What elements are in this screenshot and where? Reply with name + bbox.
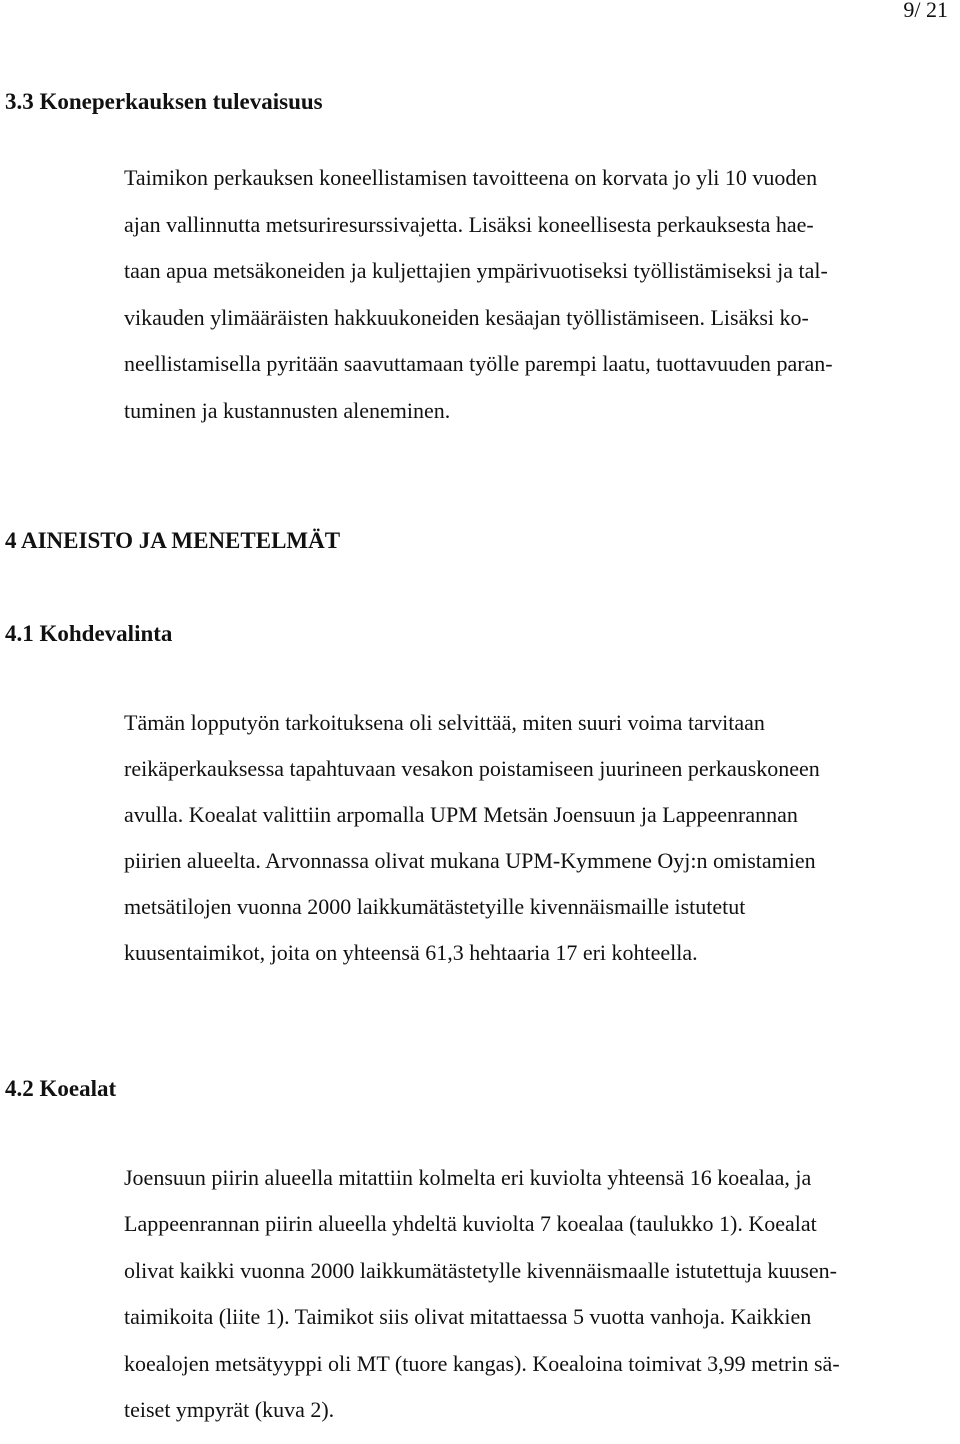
text-line: Taimikon perkauksen koneellistamisen tavoitteena on korvata jo yli 10 vuoden (124, 165, 818, 190)
text-line: piirien alueelta. Arvonnassa olivat mukana UPM-Kymmene Oyj:n omistamien (124, 848, 816, 873)
text-line: ajan vallinnutta metsuriresurssivajetta. Lisäksi koneellisesta perkauksesta hae- (124, 211, 814, 237)
text-line: neellistamisella pyritään saavuttamaan työlle parempi laatu, tuottavuuden paran- (124, 351, 833, 376)
text-line: Lappeenrannan piirin alueella yhdeltä kuviolta 7 koealaa (taulukko 1). Koealat (124, 1211, 817, 1237)
text-line: taan apua metsäkoneiden ja kuljettajien ympärivuotiseksi työllistämiseksi ja tal- (124, 258, 828, 283)
paragraph-kohdevalinta (124, 711, 954, 987)
heading-chapter-4: 4 AINEISTO JA MENETELMÄT (5, 528, 341, 553)
heading-3-3: 3.3 Koneperkauksen tulevaisuus (5, 89, 323, 114)
paragraph-koneperkaus-future (124, 166, 954, 445)
text-line: Joensuun piirin alueella mitattiin kolmelta eri kuviolta yhteensä 16 koealaa, ja (124, 1165, 812, 1190)
text-line: tuminen ja kustannusten aleneminen. (124, 397, 451, 423)
heading-4-2: 4.2 Koealat (5, 1076, 117, 1101)
text-line: vikauden ylimääräisten hakkuukoneiden kesäajan työllistämiseen. Lisäksi ko- (124, 304, 809, 330)
text-line: Tämän lopputyön tarkoituksena oli selvittää, miten suuri voima tarvitaan (124, 710, 765, 735)
text-line: taimikoita (liite 1). Taimikot siis olivat mitattaessa 5 vuotta vanhoja. Kaikkien (124, 1304, 812, 1330)
page-number: 9/ 21 (903, 0, 948, 22)
text-line: kuusentaimikot, joita on yhteensä 61,3 hehtaaria 17 eri kohteella. (124, 940, 698, 965)
text-line: avulla. Koealat valittiin arpomalla UPM Metsän Joensuun ja Lappeenrannan (124, 802, 798, 827)
paragraph-koealat (124, 1166, 954, 1444)
text-line: reikäperkauksessa tapahtuvaan vesakon poistamiseen juurineen perkauskoneen (124, 756, 820, 781)
text-line: teiset ympyrät (kuva 2). (124, 1396, 335, 1422)
text-line: koealojen metsätyyppi oli MT (tuore kangas). Koealoina toimivat 3,99 metrin sä- (124, 1350, 840, 1376)
heading-4-1: 4.1 Kohdevalinta (5, 621, 173, 646)
text-line: metsätilojen vuonna 2000 laikkumätästetyille kivennäismaille istutetut (124, 894, 746, 919)
text-line: olivat kaikki vuonna 2000 laikkumätästetylle kivennäismaalle istutettuja kuusen- (124, 1257, 838, 1283)
